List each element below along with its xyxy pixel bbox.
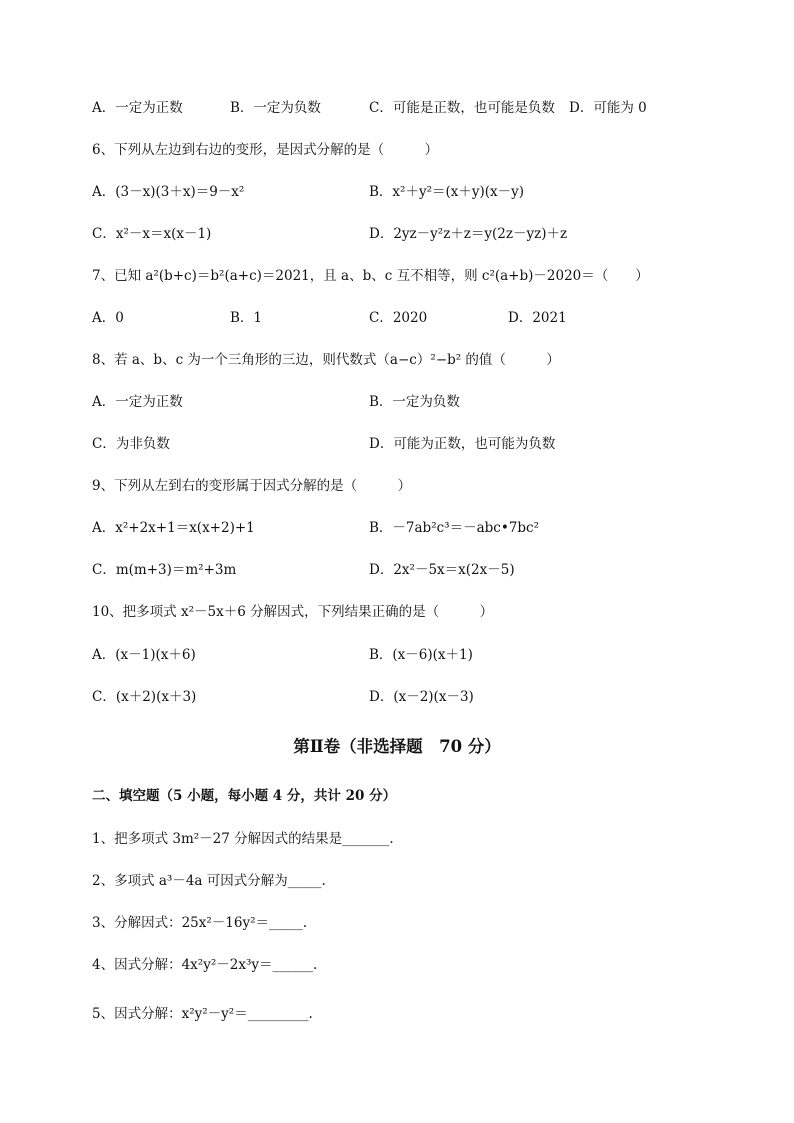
q5-option-a: A．一定为正数 [92, 100, 183, 116]
q7-option-c: C．2020 [369, 310, 428, 326]
q6-option-a: A．(3－x)(3＋x)＝9－x² [92, 184, 245, 200]
fill-in-item-3: 3、分解因式：25x²－16y²＝_____. [92, 915, 308, 931]
q8-option-b: B．一定为负数 [369, 394, 460, 410]
q7-option-a: A．0 [92, 310, 124, 326]
fill-in-heading: 二、填空题（5 小题，每小题 4 分，共计 20 分） [92, 788, 397, 804]
q6-option-d: D．2yz－y²z＋z＝y(2z－yz)＋z [369, 226, 568, 242]
q8-option-d: D．可能为正数，也可能为负数 [369, 436, 556, 452]
q9-option-b: B．－7ab²c³＝－abc•7bc² [369, 520, 540, 536]
q10-option-b: B．(x－6)(x＋1) [369, 647, 473, 663]
q5-option-b: B．一定为负数 [230, 100, 321, 116]
fill-in-item-4: 4、因式分解：4x²y²－2x³y＝______. [92, 957, 318, 973]
q8-option-a: A．一定为正数 [92, 394, 183, 410]
q8-stem: 8、若 a、b、c 为一个三角形的三边，则代数式（a−c）²−b² 的值（ ） [92, 352, 560, 368]
q9-stem: 9、下列从左到右的变形属于因式分解的是（ ） [92, 478, 412, 494]
fill-in-item-1: 1、把多项式 3m²－27 分解因式的结果是_______. [92, 831, 394, 847]
q10-option-d: D．(x－2)(x－3) [369, 689, 474, 705]
q7-option-b: B．1 [230, 310, 263, 326]
q10-option-c: C．(x＋2)(x＋3) [92, 689, 197, 705]
q6-option-c: C．x²－x＝x(x－1) [92, 226, 212, 242]
q6-stem: 6、下列从左边到右边的变形，是因式分解的是（ ） [92, 142, 439, 158]
q6-option-b: B．x²＋y²＝(x＋y)(x－y) [369, 184, 525, 200]
q8-option-c: C．为非负数 [92, 436, 170, 452]
q9-option-d: D．2x²－5x＝x(2x－5) [369, 562, 515, 578]
fill-in-item-2: 2、多项式 a³－4a 可因式分解为_____. [92, 873, 326, 889]
fill-in-item-5: 5、因式分解：x²y²－y²＝_________. [92, 1006, 313, 1022]
q10-stem: 10、把多项式 x²－5x＋6 分解因式，下列结果正确的是（ ） [92, 604, 494, 620]
q5-option-d: D．可能为 0 [569, 100, 647, 116]
q7-option-d: D．2021 [508, 310, 567, 326]
q7-stem: 7、已知 a²(b+c)＝b²(a+c)＝2021，且 a、b、c 互不相等，则 c²(a+b)－2020＝（ ） [92, 268, 649, 284]
q5-option-c: C．可能是正数，也可能是负数 [369, 100, 555, 116]
q10-option-a: A．(x－1)(x＋6) [92, 647, 196, 663]
q9-option-c: C．m(m+3)＝m²+3m [92, 562, 237, 578]
section-2-title: 第Ⅱ卷（非选择题 70 分） [293, 737, 501, 756]
q9-option-a: A．x²+2x+1＝x(x+2)+1 [92, 520, 255, 536]
